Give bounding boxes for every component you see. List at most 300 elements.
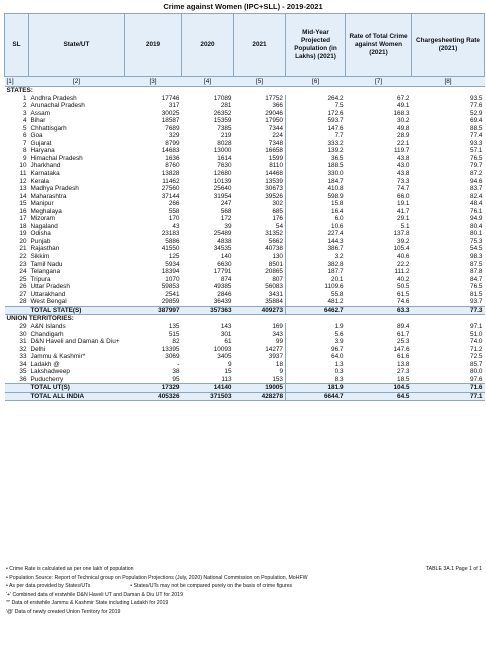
state-name-cell: Punjab — [30, 237, 51, 245]
header-row — [5, 14, 485, 77]
table-row — [5, 215, 485, 223]
cs-cell: 81.5 — [470, 290, 483, 298]
header-2021: 2021 — [234, 14, 286, 77]
pop-cell: 7.5 — [286, 102, 346, 110]
rate-cell: 50.5 — [397, 283, 410, 291]
rate-cell: 67.2 — [397, 94, 410, 102]
sl-cell: 6 — [22, 132, 27, 140]
y2020-cell: 14140 — [182, 384, 234, 393]
rate-cell: 29.1 — [397, 215, 410, 223]
y2021-cell: 30673 — [265, 185, 283, 193]
y2020-cell: 25489 — [213, 230, 232, 238]
rate-cell: 28.9 — [397, 132, 410, 140]
rate-cell: 89.4 — [397, 322, 410, 330]
table-row — [5, 291, 485, 299]
table-row — [5, 238, 485, 246]
cs-cell: 83.7 — [470, 185, 483, 193]
pop-cell: 64.0 — [286, 353, 346, 361]
y2020-cell: 281 — [220, 102, 232, 110]
header-sl: SL — [5, 14, 29, 77]
y2021-cell: 99 — [275, 338, 283, 346]
sl-cell: 20 — [19, 237, 27, 245]
state-name-cell: Uttar Pradesh — [30, 283, 70, 291]
pop-cell: 6644.7 — [286, 392, 346, 401]
rate-cell: 63.3 — [346, 306, 412, 315]
y2019-cell: 329 — [168, 132, 180, 140]
sl-cell: 25 — [19, 275, 27, 283]
sl-cell: 24 — [19, 268, 27, 276]
footnote-comparison: • States/UTs may not be compared purely on the basis of crime figures — [130, 583, 293, 589]
state-name-cell: West Bengal — [30, 298, 67, 306]
pop-cell: 15.8 — [286, 200, 346, 208]
state-name-cell: Uttarakhand — [30, 290, 66, 298]
rate-cell: 19.1 — [397, 200, 410, 208]
y2021-cell: 39526 — [265, 192, 283, 200]
y2020-cell: 25640 — [213, 185, 232, 193]
y2019-cell: 1070 — [165, 275, 180, 283]
rate-cell: 64.5 — [346, 392, 412, 401]
table-row — [5, 230, 485, 238]
y2019-cell: 515 — [168, 330, 180, 338]
sl-cell: 34 — [19, 360, 27, 368]
rate-cell: 40.2 — [397, 275, 410, 283]
rate-cell: 61.5 — [397, 290, 410, 298]
y2021-cell: 29046 — [265, 109, 283, 117]
pop-cell: 3.2 — [286, 253, 346, 261]
y2019-cell: 11462 — [162, 177, 180, 185]
sl-cell: 16 — [19, 207, 27, 215]
y2020-cell: 36439 — [213, 298, 232, 306]
y2019-cell: 135 — [168, 322, 180, 330]
cs-cell: 94.9 — [470, 215, 483, 223]
cs-cell: 93.7 — [470, 298, 483, 306]
rate-cell: 73.3 — [397, 177, 410, 185]
state-name-cell: Puducherry — [30, 375, 64, 383]
pop-cell: 10.6 — [286, 223, 346, 231]
state-name-cell: Delhi — [30, 345, 46, 353]
y2019-cell: 30025 — [161, 109, 180, 117]
header-2019: 2019 — [125, 14, 182, 77]
y2020-cell: 49385 — [213, 283, 232, 291]
y2020-cell: 219 — [220, 132, 232, 140]
y2020-cell: 4838 — [217, 237, 232, 245]
cs-cell: 77.6 — [470, 102, 483, 110]
y2020-cell: 1614 — [217, 154, 232, 162]
y2019-cell: 5934 — [165, 260, 180, 268]
y2020-cell: 172 — [220, 215, 232, 223]
sl-cell: 27 — [19, 290, 27, 298]
pop-cell: 598.9 — [286, 193, 346, 201]
y2019-cell: 18587 — [161, 117, 180, 125]
sl-cell: 14 — [19, 192, 27, 200]
y2021-cell: 343 — [272, 330, 283, 338]
header-population: Mid-Year Projected Population (in Lakhs) (2021) — [286, 14, 346, 77]
y2019-cell: 266 — [168, 200, 180, 208]
state-name-cell: D&N Haveli and Daman & Diu+ — [30, 338, 120, 346]
rate-cell: 40.6 — [397, 253, 410, 261]
state-name-cell: Rajasthan — [30, 245, 60, 253]
y2021-cell: 20865 — [265, 268, 283, 276]
rate-cell: 13.8 — [397, 360, 410, 368]
y2020-cell: 7385 — [217, 124, 232, 132]
table-row — [5, 323, 485, 331]
cs-cell: 72.5 — [470, 353, 483, 361]
y2021-cell: 428278 — [234, 392, 286, 401]
y2020-cell: 140 — [220, 253, 232, 261]
cs-cell: 48.4 — [470, 200, 483, 208]
rate-cell: 27.3 — [397, 368, 410, 376]
y2021-cell: 8110 — [269, 162, 283, 170]
pop-cell: 330.0 — [286, 170, 346, 178]
y2019-cell: 13395 — [161, 345, 180, 353]
y2019-cell: 18394 — [161, 268, 180, 276]
y2020-cell: 8028 — [217, 139, 232, 147]
pop-cell: 1.3 — [286, 361, 346, 369]
pop-cell: 36.5 — [286, 155, 346, 163]
cs-cell: 74.0 — [470, 338, 483, 346]
table-row — [5, 268, 485, 276]
pop-cell: 593.7 — [286, 117, 346, 125]
y2021-cell: 7344 — [268, 124, 283, 132]
y2021-cell: 18 — [275, 360, 283, 368]
state-name-cell: Ladakh @ — [30, 360, 60, 368]
pop-cell: 386.7 — [286, 245, 346, 253]
sl-cell: 18 — [19, 222, 27, 230]
cs-cell: 93.3 — [470, 139, 483, 147]
y2019-cell: 13828 — [161, 170, 180, 178]
col-num: [1] — [5, 77, 29, 87]
y2020-cell: 61 — [224, 338, 232, 346]
pop-cell: 147.6 — [286, 125, 346, 133]
sl-cell: 3 — [22, 109, 27, 117]
pop-cell: 139.2 — [286, 147, 346, 155]
state-name-cell: Meghalaya — [30, 207, 62, 215]
rate-cell: 30.2 — [397, 117, 410, 125]
y2019-cell: 387997 — [125, 306, 182, 315]
pop-cell: 20.1 — [286, 276, 346, 284]
pop-cell: 5.6 — [286, 331, 346, 339]
table-row — [5, 95, 485, 103]
y2020-cell: 143 — [220, 322, 232, 330]
pop-cell: 3.9 — [286, 338, 346, 346]
y2020-cell: 12680 — [213, 170, 232, 178]
footnote-plus: '+' Combined data of erstwhile D&N Haveli UT and Daman & Diu UT for 2019 — [6, 591, 183, 598]
cs-cell: 71.2 — [470, 345, 483, 353]
cs-cell: 52.9 — [470, 109, 483, 117]
table-row — [5, 102, 485, 110]
state-name-cell: Mizoram — [30, 215, 55, 223]
y2020-cell: 17089 — [213, 94, 232, 102]
y2021-cell: 176 — [272, 215, 283, 223]
pop-cell: 172.6 — [286, 110, 346, 118]
y2019-cell: 59853 — [161, 283, 180, 291]
y2019-cell: 405326 — [125, 392, 182, 401]
cs-cell: 97.6 — [470, 375, 483, 383]
y2019-cell: 8799 — [165, 139, 180, 147]
y2020-cell: 357363 — [182, 306, 234, 315]
sl-cell: 26 — [19, 283, 27, 291]
y2021-cell: 54 — [275, 222, 283, 230]
sl-cell: 7 — [22, 139, 27, 147]
y2021-cell: 17950 — [265, 117, 283, 125]
table-row — [5, 253, 485, 261]
rate-cell: 49.1 — [397, 102, 410, 110]
pop-cell: 1109.6 — [286, 283, 346, 291]
table-row — [5, 298, 485, 306]
y2020-cell: 13000 — [213, 147, 232, 155]
cs-cell: 76.5 — [470, 283, 483, 291]
y2021-cell: 409273 — [234, 306, 286, 315]
table-row — [5, 140, 485, 148]
state-name-cell: Jharkhand — [30, 162, 61, 170]
col-num: [6] — [286, 77, 346, 87]
table-row — [5, 125, 485, 133]
crime-table — [4, 13, 485, 401]
y2021-cell: 153 — [272, 375, 283, 383]
cs-cell: 77.1 — [412, 392, 485, 401]
y2019-cell: 317 — [168, 102, 180, 110]
report-title: Crime against Women (IPC+SLL) - 2019-2021 — [163, 2, 323, 11]
sl-cell: 36 — [19, 375, 27, 383]
sl-cell: 2 — [22, 102, 27, 110]
y2020-cell: 17791 — [213, 268, 232, 276]
cs-cell: 76.1 — [470, 207, 483, 215]
total-sl-cell — [5, 384, 29, 393]
cs-cell: 87.5 — [470, 260, 483, 268]
rate-cell: 66.0 — [397, 192, 410, 200]
state-name-cell: Bihar — [30, 117, 46, 125]
total-label-cell: TOTAL ALL INDIA — [29, 392, 125, 401]
y2021-cell: 13539 — [265, 177, 283, 185]
sl-cell: 19 — [19, 230, 27, 238]
y2020-cell: 247 — [220, 200, 232, 208]
y2021-cell: 130 — [272, 253, 283, 261]
y2020-cell: 874 — [220, 275, 232, 283]
state-name-cell: Himachal Pradesh — [30, 154, 83, 162]
rate-cell: 74.6 — [397, 298, 410, 306]
sl-cell: 32 — [19, 345, 27, 353]
table-row — [5, 283, 485, 291]
table-row — [5, 276, 485, 284]
y2020-cell: 6630 — [217, 260, 232, 268]
pop-cell: 184.7 — [286, 178, 346, 186]
col-num: [5] — [234, 77, 286, 87]
pop-cell: 7.7 — [286, 132, 346, 140]
state-name-cell: Telangana — [30, 268, 60, 276]
table-row — [5, 178, 485, 186]
total-uts-row — [5, 384, 485, 393]
pop-cell: 6462.7 — [286, 306, 346, 315]
state-name-cell: Karnataka — [30, 170, 60, 178]
sl-cell: 1 — [22, 94, 27, 102]
cs-cell: 77.4 — [470, 132, 483, 140]
y2019-cell: 2541 — [165, 290, 180, 298]
y2020-cell: 31954 — [213, 192, 232, 200]
state-name-cell: Manipur — [30, 200, 54, 208]
footnote-at: '@' Data of newly created Union Territory for 2019 — [6, 608, 121, 615]
state-name-cell: Arunachal Pradesh — [30, 102, 85, 110]
cs-cell: 88.5 — [470, 124, 483, 132]
table-row — [5, 185, 485, 193]
y2021-cell: 40738 — [265, 245, 283, 253]
total-label-cell: TOTAL STATE(S) — [29, 306, 125, 315]
y2021-cell: 19005 — [234, 384, 286, 393]
total-india-row — [5, 392, 485, 401]
table-row — [5, 193, 485, 201]
footnote-population-source: • Population Source: Report of Technical group on Population Projections (July, 2020) National Commission on Population, MoHFW — [6, 574, 308, 581]
y2021-cell: 7348 — [268, 139, 283, 147]
y2019-cell: 95 — [172, 375, 180, 383]
rate-cell: 104.5 — [346, 384, 412, 393]
rate-cell: 43.8 — [397, 154, 410, 162]
table-row — [5, 170, 485, 178]
sl-cell: 5 — [22, 124, 27, 132]
y2020-cell: 15 — [224, 368, 232, 376]
header-rate: Rate of Total Crime against Women (2021) — [346, 14, 412, 77]
y2021-cell: 3937 — [268, 353, 283, 361]
y2020-cell: 113 — [221, 375, 232, 383]
y2021-cell: 366 — [272, 102, 283, 110]
y2020-cell: 301 — [220, 330, 232, 338]
y2021-cell: 3431 — [268, 290, 283, 298]
y2020-cell: 2846 — [217, 290, 232, 298]
header-2020: 2020 — [182, 14, 234, 77]
y2019-cell: 38 — [172, 368, 180, 376]
footnote-data-provided: • As per data provided by States/UTs — [6, 583, 91, 589]
pop-cell: 227.4 — [286, 230, 346, 238]
table-row — [5, 261, 485, 269]
y2021-cell: 9 — [279, 368, 283, 376]
cs-cell: 75.3 — [470, 237, 483, 245]
cs-cell: 80.1 — [470, 230, 483, 238]
total-label-cell: TOTAL UT(S) — [29, 384, 125, 393]
y2019-cell: 170 — [168, 215, 180, 223]
y2019-cell: 37144 — [161, 192, 180, 200]
cs-cell: 98.3 — [470, 253, 483, 261]
sl-cell: 31 — [19, 338, 27, 346]
y2019-cell: 27560 — [161, 185, 180, 193]
y2021-cell: 685 — [272, 207, 283, 215]
y2020-cell: 568 — [220, 207, 232, 215]
table-body — [5, 87, 485, 401]
table-page-reference: TABLE 3A.1 Page 1 of 1 — [425, 566, 482, 572]
pop-cell: 1.9 — [286, 323, 346, 331]
y2020-cell: 15359 — [213, 117, 232, 125]
y2020-cell: 10139 — [213, 177, 232, 185]
pop-cell: 96.7 — [286, 346, 346, 354]
y2021-cell: 16658 — [265, 147, 283, 155]
y2019-cell: 7689 — [165, 124, 180, 132]
cs-cell: 87.2 — [470, 170, 483, 178]
cs-cell: 97.1 — [470, 322, 483, 330]
footnote-star: '*' Data of erstwhile Jammu & Kashmir State including Ladakh for 2019 — [6, 600, 169, 606]
section-heading-uts — [5, 315, 485, 323]
sl-cell: 29 — [19, 322, 27, 330]
rate-cell: 168.3 — [393, 109, 410, 117]
sl-cell: 30 — [19, 330, 27, 338]
pop-cell: 481.2 — [286, 298, 346, 306]
rate-cell: 25.3 — [397, 338, 410, 346]
state-name-cell: Maharashtra — [30, 192, 67, 200]
y2021-cell: 169 — [272, 322, 283, 330]
rate-cell: 41.7 — [397, 207, 410, 215]
y2021-cell: 14277 — [265, 345, 283, 353]
y2021-cell: 1599 — [268, 154, 283, 162]
y2021-cell: 35884 — [265, 298, 283, 306]
rate-cell: 49.8 — [397, 124, 410, 132]
pop-cell: 0.3 — [286, 368, 346, 376]
table-row — [5, 208, 485, 216]
table-row — [5, 353, 485, 361]
y2019-cell: 43 — [172, 222, 180, 230]
cs-cell: 69.4 — [470, 117, 483, 125]
table-row — [5, 155, 485, 163]
rate-cell: 39.2 — [397, 237, 410, 245]
state-name-cell: Tripura — [30, 275, 51, 283]
y2020-cell: 34535 — [213, 245, 232, 253]
cs-cell: 85.7 — [470, 360, 483, 368]
state-name-cell: A&N Islands — [30, 322, 66, 330]
cs-cell: 57.1 — [470, 147, 483, 155]
pop-cell: 382.8 — [286, 261, 346, 269]
rate-cell: 43.0 — [397, 162, 410, 170]
table-row — [5, 368, 485, 376]
state-name-cell: Odisha — [30, 230, 51, 238]
state-name-cell: Chandigarh — [30, 330, 64, 338]
y2019-cell: 23183 — [161, 230, 180, 238]
y2019-cell: 14683 — [161, 147, 180, 155]
rate-cell: 111.2 — [394, 268, 410, 276]
col-num: [3] — [125, 77, 182, 87]
pop-cell: 16.4 — [286, 208, 346, 216]
pop-cell: 181.9 — [286, 384, 346, 393]
sl-cell: 17 — [19, 215, 27, 223]
y2021-cell: 224 — [272, 132, 283, 140]
states-heading: STATES: — [6, 87, 33, 94]
pop-cell: 187.7 — [286, 268, 346, 276]
total-sl-cell — [5, 392, 29, 401]
section-heading-uts-label: UNION TERRITORIES: — [6, 315, 74, 323]
state-name-cell: Madhya Pradesh — [30, 185, 79, 193]
table-row — [5, 110, 485, 118]
y2019-cell: 82 — [172, 338, 180, 346]
section-heading-states — [5, 87, 485, 95]
cs-cell: 84.7 — [470, 275, 483, 283]
sl-cell: 21 — [19, 245, 27, 253]
sl-cell: 12 — [19, 177, 27, 185]
y2019-cell: 17329 — [125, 384, 182, 393]
cs-cell: 54.5 — [470, 245, 483, 253]
total-states-row — [5, 306, 485, 315]
cs-cell: 80.0 — [470, 368, 483, 376]
table-row — [5, 376, 485, 384]
sl-cell: 35 — [19, 368, 27, 376]
table-row — [5, 331, 485, 339]
y2020-cell: 3405 — [217, 353, 232, 361]
y2021-cell: 302 — [272, 200, 283, 208]
table-row — [5, 200, 485, 208]
state-name-cell: Goa — [30, 132, 43, 140]
rate-cell: 22.1 — [397, 139, 410, 147]
y2019-cell: 41550 — [161, 245, 180, 253]
y2019-cell: 1636 — [165, 154, 180, 162]
pop-cell: 144.3 — [286, 238, 346, 246]
sl-cell: 28 — [19, 298, 27, 306]
cs-cell: 79.7 — [470, 162, 483, 170]
y2020-cell: 10093 — [213, 345, 232, 353]
y2021-cell: 17752 — [265, 94, 283, 102]
y2021-cell: 56083 — [265, 283, 283, 291]
